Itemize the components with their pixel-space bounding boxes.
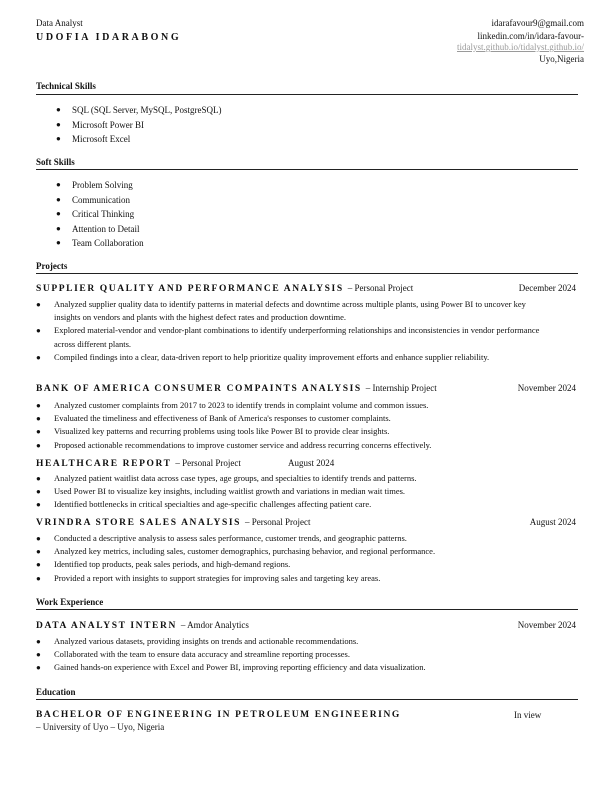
bullet-icon: ●: [36, 560, 41, 570]
degree-title: BACHELOR OF ENGINEERING IN PETROLEUM ENGINEERING: [36, 710, 401, 720]
list-item: ● Proposed actionable recommendations to improve customer service and address recurring concerns effectively.: [54, 439, 554, 452]
bullet-icon: ●: [36, 487, 41, 497]
list-item: ● Analyzed key metrics, including sales, customer demographics, purchasing behavior, and regional performance.: [54, 545, 554, 558]
list-item: ● Analyzed supplier quality data to identify patterns in material defects and downtime across multiple plants, using Power BI to uncover key insights on vendors and plants with the highest defect rates and production downtime.: [36, 299, 526, 323]
project-type: – Personal Project: [175, 458, 241, 468]
section-divider: [36, 699, 578, 700]
project-date: November 2024: [517, 383, 576, 393]
projects-heading: Projects: [36, 261, 68, 271]
project-type: – Personal Project: [245, 517, 311, 527]
list-item: ● Provided a report with insights to support strategies for improving sales and targeting key areas.: [54, 572, 554, 585]
project-title: BANK OF AMERICA CONSUMER COMPAINTS ANALYSIS – Internship Project: [36, 383, 437, 394]
technical-skills-list: [56, 103, 222, 147]
bullet-icon: ●: [36, 352, 41, 362]
linkedin-link[interactable]: linkedin.com/in/idara-favour-: [477, 31, 584, 41]
list-item: ● Communication: [72, 193, 144, 208]
bullet-icon: ●: [56, 180, 61, 189]
project-bullets: [36, 532, 554, 585]
project-title: HEALTHCARE REPORT – Personal Project: [36, 458, 241, 469]
work-bullets: [36, 635, 554, 675]
job-date: November 2024: [517, 620, 576, 630]
email-link[interactable]: idarafavour9@gmail.com: [491, 18, 584, 28]
bullet-icon: ●: [36, 637, 41, 646]
education-heading: Education: [36, 687, 76, 697]
list-item: ● Critical Thinking: [72, 207, 144, 222]
bullet-icon: ●: [36, 414, 41, 424]
list-item: ● Collaborated with the team to ensure data accuracy and streamline reporting processes.: [54, 648, 554, 661]
bullet-icon: ●: [36, 300, 41, 309]
project-date: August 2024: [288, 458, 335, 468]
list-item: ● Microsoft Excel: [72, 132, 221, 147]
bullet-icon: ●: [56, 223, 61, 233]
list-item: ● Analyzed various datasets, providing insights on trends and actionable recommendations.: [54, 635, 554, 648]
list-item: ● Used Power BI to visualize key insights, including waitlist growth and variations in median wait times.: [54, 485, 554, 498]
bullet-icon: ●: [36, 326, 41, 336]
project-type: – Personal Project: [347, 283, 414, 293]
project-date: August 2024: [529, 517, 576, 527]
section-divider: [36, 169, 578, 170]
bullet-icon: ●: [56, 105, 61, 114]
list-item: ● Compiled findings into a clear, data-driven report to help prioritize quality improvement efforts and enhance supplier reliability.: [54, 351, 554, 364]
job-role: Data Analyst: [36, 18, 83, 28]
list-item: ● Analyzed customer complaints from 2017 to 2023 to identify trends in complaint volume and common issues.: [54, 399, 554, 412]
job-title: DATA ANALYST INTERN – Amdor Analytics: [36, 620, 249, 631]
technical-skills-heading: Technical Skills: [36, 81, 96, 91]
section-divider: [36, 94, 578, 95]
list-item: ● Explored material-vendor and vendor-plant combinations to identify underperforming relationships and inconsistencies in vendor performance across different plants.: [36, 325, 540, 349]
school-name: – University of Uyo – Uyo, Nigeria: [36, 722, 165, 732]
soft-skills-list: [56, 178, 144, 251]
list-item: ● Gained hands-on experience with Excel and Power BI, improving reporting efficiency and data visualization.: [54, 661, 554, 674]
work-experience-heading: Work Experience: [36, 597, 104, 607]
bullet-icon: ●: [36, 440, 41, 450]
project-date: December 2024: [518, 283, 576, 293]
project-title: SUPPLIER QUALITY AND PERFORMANCE ANALYSIS – Personal Project: [36, 283, 414, 294]
list-item: ● SQL (SQL Server, MySQL, PostgreSQL): [72, 103, 221, 118]
bullet-icon: ●: [36, 547, 41, 557]
list-item: ● Attention to Detail: [72, 222, 144, 237]
list-item: ● Identified bottlenecks in critical specialties and age-specific challenges affecting patient care.: [54, 498, 554, 511]
list-item: ● Team Collaboration: [72, 236, 144, 251]
bullet-icon: ●: [56, 134, 61, 143]
location-text: Uyo,Nigeria: [539, 54, 584, 64]
project-bullets: [36, 472, 554, 512]
bullet-icon: ●: [36, 534, 41, 543]
bullet-icon: ●: [36, 573, 41, 583]
project-bullets: [36, 298, 554, 364]
company-name: – Amdor Analytics: [180, 620, 249, 630]
bullet-icon: ●: [36, 663, 41, 673]
degree-status: In view: [514, 710, 542, 720]
bullet-icon: ●: [56, 209, 61, 218]
soft-skills-heading: Soft Skills: [36, 157, 75, 167]
bullet-icon: ●: [36, 500, 41, 510]
bullet-icon: ●: [56, 194, 61, 204]
project-type: – Internship Project: [365, 383, 437, 393]
list-item: ● Visualized key patterns and recurring problems using tools like Power BI to provide clear insights.: [54, 425, 554, 438]
bullet-icon: ●: [56, 238, 61, 247]
project-bullets: [36, 399, 554, 452]
section-divider: [36, 609, 578, 610]
list-item: ● Conducted a descriptive analysis to assess sales performance, customer trends, and geographic patterns.: [54, 532, 554, 545]
list-item: ● Evaluated the timeliness and effectiveness of Bank of America's responses to customer complaints.: [54, 412, 554, 425]
portfolio-link[interactable]: tidalyst.github.io/tidalyst.github.io/: [456, 42, 584, 52]
bullet-icon: ●: [36, 401, 41, 410]
list-item: ● Problem Solving: [72, 178, 144, 193]
list-item: ● Microsoft Power BI: [72, 118, 221, 133]
list-item: ● Analyzed patient waitlist data across case types, age groups, and specialties to identify trends and patterns.: [54, 472, 554, 485]
bullet-icon: ●: [36, 474, 41, 483]
list-item: ● Identified top products, peak sales periods, and high-demand regions.: [54, 558, 554, 571]
project-title: VRINDRA STORE SALES ANALYSIS – Personal Project: [36, 517, 311, 528]
bullet-icon: ●: [36, 427, 41, 437]
candidate-name: UDOFIA IDARABONG: [36, 32, 182, 43]
section-divider: [36, 273, 578, 274]
bullet-icon: ●: [56, 119, 61, 129]
bullet-icon: ●: [36, 650, 41, 660]
